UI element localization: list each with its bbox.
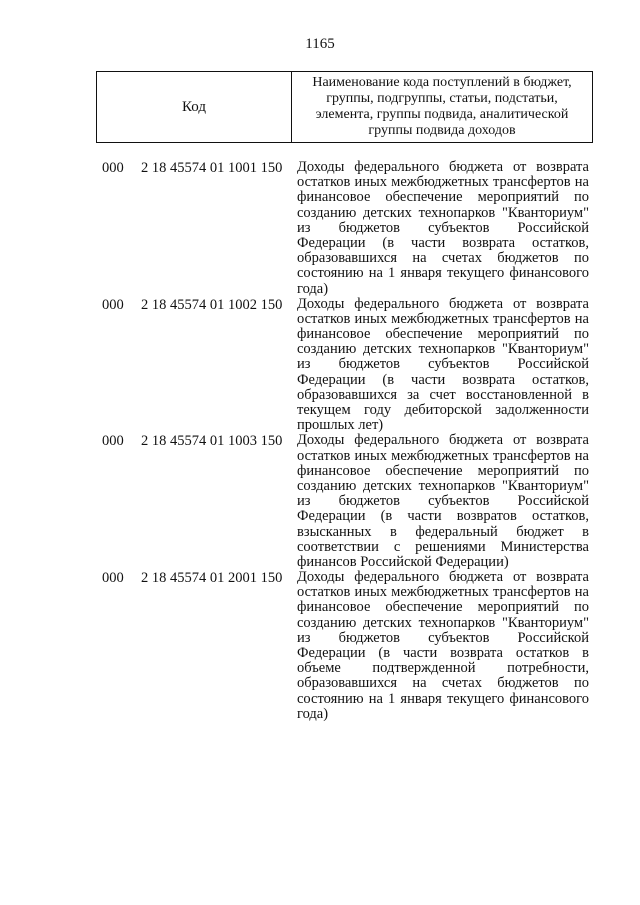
- admin-code: 000: [102, 570, 124, 587]
- admin-code: 000: [102, 296, 124, 313]
- description-line: из бюджетов субъектов Российской: [297, 219, 589, 236]
- description-line: образовавшихся на счетах бюджетов по: [297, 250, 589, 267]
- admin-code: 000: [102, 160, 124, 176]
- income-description: [297, 297, 589, 434]
- description-line: из бюджетов субъектов Российской: [297, 356, 589, 373]
- description-line: взысканных в федеральный бюджет в: [297, 523, 589, 540]
- description-line: Федерации (в части возврата остатков,: [297, 371, 589, 388]
- description-line: финансовое обеспечение мероприятий по: [297, 462, 589, 479]
- description-line: прошлых лет): [297, 417, 384, 434]
- income-code: 2 18 45574 01 1003 150: [141, 433, 283, 450]
- description-line: созданию детских технопарков "Кванториум": [297, 614, 589, 631]
- description-line: текущем году дебиторской задолженности: [297, 402, 589, 418]
- description-line: Доходы федерального бюджета от возврата: [297, 569, 589, 586]
- description-line: остатков иных межбюджетных трансфертов на: [297, 584, 589, 601]
- description-line: состоянию на 1 января текущего финансового: [297, 690, 589, 707]
- table-row: [0, 570, 640, 722]
- description-line: финансовое обеспечение мероприятий по: [297, 189, 589, 206]
- description-line: остатков иных межбюджетных трансфертов на: [297, 174, 589, 191]
- description-line: Доходы федерального бюджета от возврата: [297, 159, 589, 175]
- income-code-list: [0, 160, 640, 722]
- admin-code: 000: [102, 433, 124, 450]
- description-line: из бюджетов субъектов Российской: [297, 629, 589, 646]
- description-line: Доходы федерального бюджета от возврата: [297, 432, 589, 449]
- description-line: состоянию на 1 января текущего финансового: [297, 265, 589, 282]
- description-line: Федерации (в части возвратов остатков,: [297, 508, 589, 525]
- description-line: образовавшихся за счет восстановленной в: [297, 386, 589, 403]
- header-name-column: Наименование кода поступлений в бюджет, группы, подгруппы, статьи, подстатьи, элемента, группы подвида, аналитической группы подвида доходов: [312, 75, 572, 138]
- income-code: 2 18 45574 01 1001 150: [141, 160, 283, 176]
- income-description: [297, 433, 589, 570]
- description-line: остатков иных межбюджетных трансфертов на: [297, 310, 589, 327]
- description-line: финансов Российской Федерации): [297, 553, 509, 570]
- page-number: 1165: [305, 36, 335, 52]
- description-line: созданию детских технопарков "Кванториум": [297, 204, 589, 221]
- income-code: 2 18 45574 01 2001 150: [141, 570, 283, 587]
- table-row: [0, 160, 640, 297]
- description-line: созданию детских технопарков "Кванториум": [297, 477, 589, 494]
- table-row: [0, 433, 640, 570]
- description-line: соответствии с решениями Министерства: [297, 538, 589, 555]
- income-description: [297, 160, 589, 297]
- description-line: года): [297, 705, 329, 722]
- table-header: [96, 71, 593, 143]
- income-code: 2 18 45574 01 1002 150: [141, 296, 283, 313]
- description-line: остатков иных межбюджетных трансфертов на: [297, 447, 589, 464]
- description-line: финансовое обеспечение мероприятий по: [297, 326, 589, 343]
- table-row: [0, 297, 640, 434]
- income-description: [297, 570, 589, 722]
- description-line: объеме подтвержденной потребности,: [297, 660, 589, 677]
- description-line: Федерации (в части возврата остатков в: [297, 645, 589, 661]
- description-line: образовавшихся на счетах бюджетов по: [297, 675, 589, 692]
- description-line: Доходы федерального бюджета от возврата: [297, 295, 589, 312]
- description-line: года): [297, 280, 329, 297]
- description-line: Федерации (в части возврата остатков,: [297, 234, 589, 251]
- description-line: созданию детских технопарков "Кванториум": [297, 341, 589, 358]
- header-code-column: Код: [97, 72, 292, 142]
- description-line: из бюджетов субъектов Российской: [297, 493, 589, 510]
- description-line: финансовое обеспечение мероприятий по: [297, 599, 589, 616]
